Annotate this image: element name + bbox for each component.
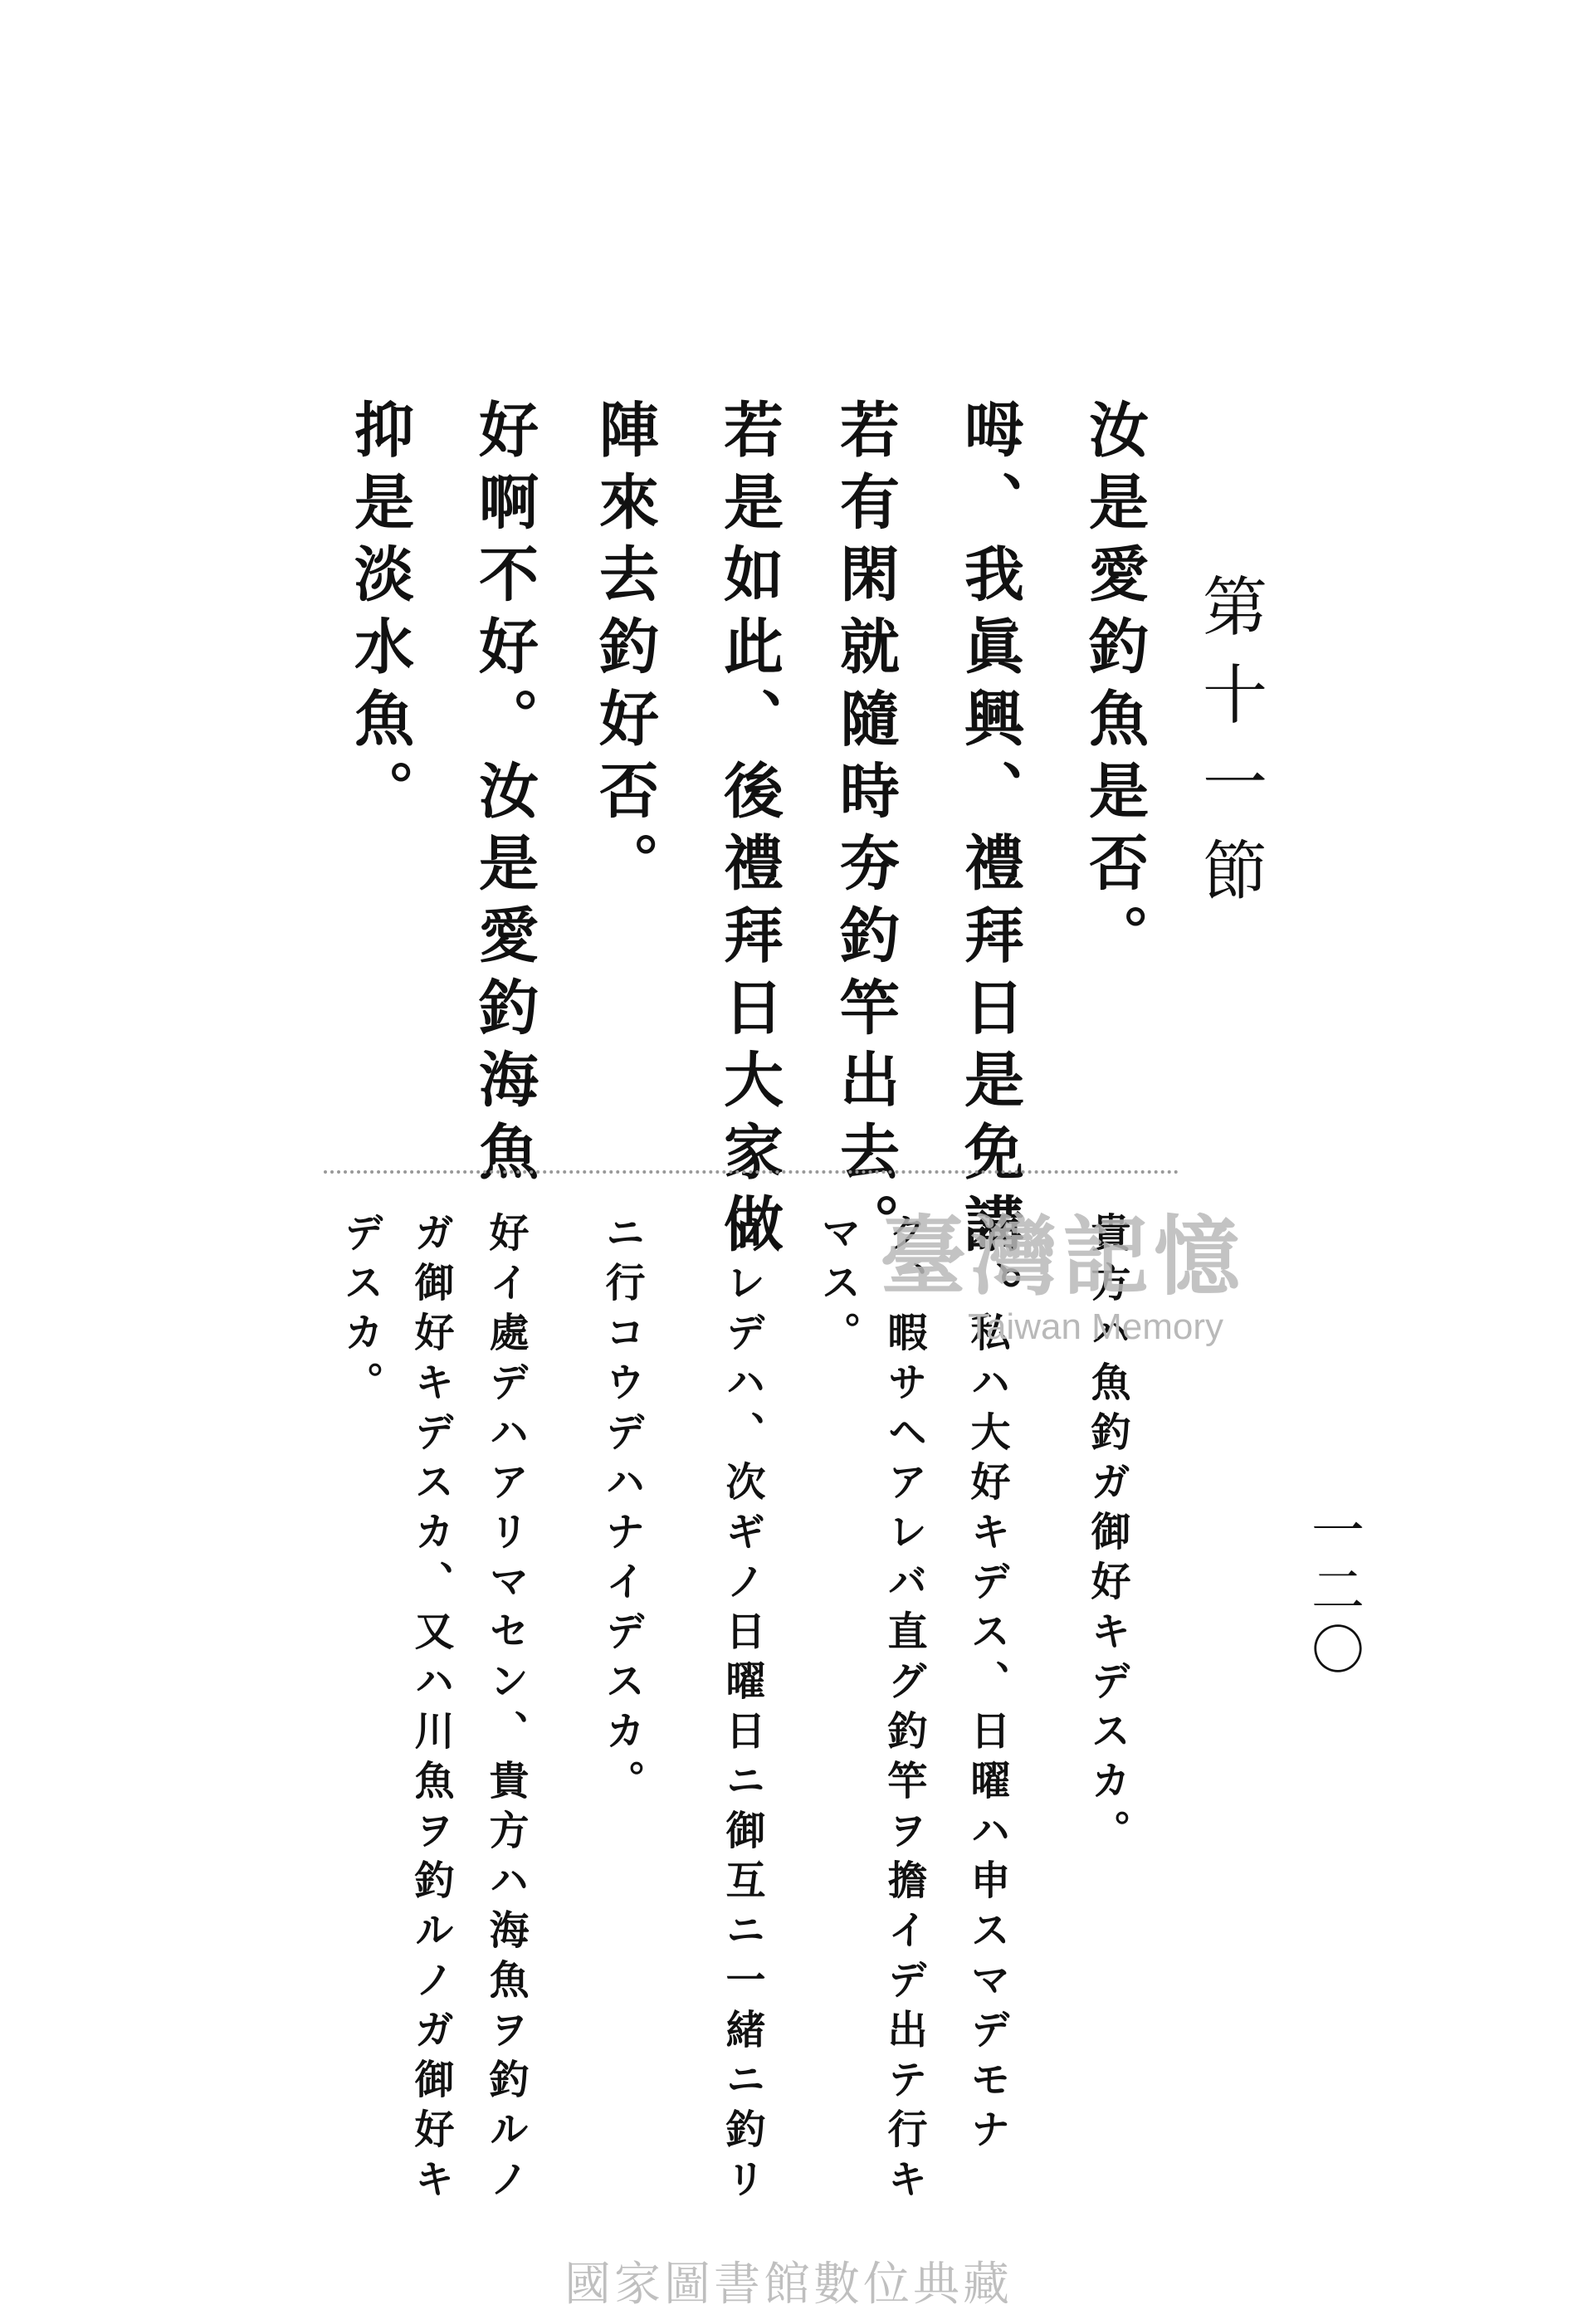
lower-line-2: ハ、私ハ大好キデス、日曜ハ申スマデモナ xyxy=(964,1212,1010,2158)
watermark-subtitle: Taiwan Memory xyxy=(967,1306,1224,1347)
watermark xyxy=(830,1187,1295,1348)
lower-line-6: ニ行コウデハナイデスカ。 xyxy=(598,1212,645,1809)
upper-line-1: 汝是愛釣魚是否。 xyxy=(1079,398,1150,976)
upper-line-2: 呣、我眞興、禮拜日是免講。 xyxy=(954,398,1025,1337)
upper-line-4: 若是如此、後禮拜日大家做 xyxy=(714,398,784,1265)
lower-line-8: ガ御好キデスカ、又ハ川魚ヲ釣ルノガ御好キ xyxy=(408,1212,454,2208)
section-divider xyxy=(324,1170,1179,1174)
page-number: 一二〇 xyxy=(1302,1502,1364,1682)
lower-line-4: マス。 xyxy=(814,1212,861,1361)
lower-line-3: ク、暇サヘアレバ直グ釣竿ヲ擔イデ出テ行キ xyxy=(881,1212,927,2208)
upper-line-7: 抑是淡水魚。 xyxy=(344,398,415,832)
lower-line-5: ソレデハ、次ギノ日曜日ニ御互ニ一緒ニ釣リ xyxy=(719,1212,765,2208)
section-title: 第十一節 xyxy=(1192,573,1267,925)
upper-line-6: 好啊不好。汝是愛釣海魚 xyxy=(469,398,540,1193)
footer-caption: 國家圖書館數位典藏 xyxy=(564,2258,1013,2312)
upper-line-5: 陣來去釣好否。 xyxy=(589,398,660,904)
upper-line-3: 若有閑就隨時夯釣竿出去。 xyxy=(830,398,901,1265)
lower-line-9: デスカ。 xyxy=(337,1212,383,1411)
lower-line-7: 好イ處デハアリマセン、貴方ハ海魚ヲ釣ルノ xyxy=(482,1212,529,2208)
watermark-title: 臺灣記憶 xyxy=(879,1205,1245,1307)
lower-line-1: 貴方ハ魚釣ガ御好キデスカ。 xyxy=(1084,1212,1130,1859)
